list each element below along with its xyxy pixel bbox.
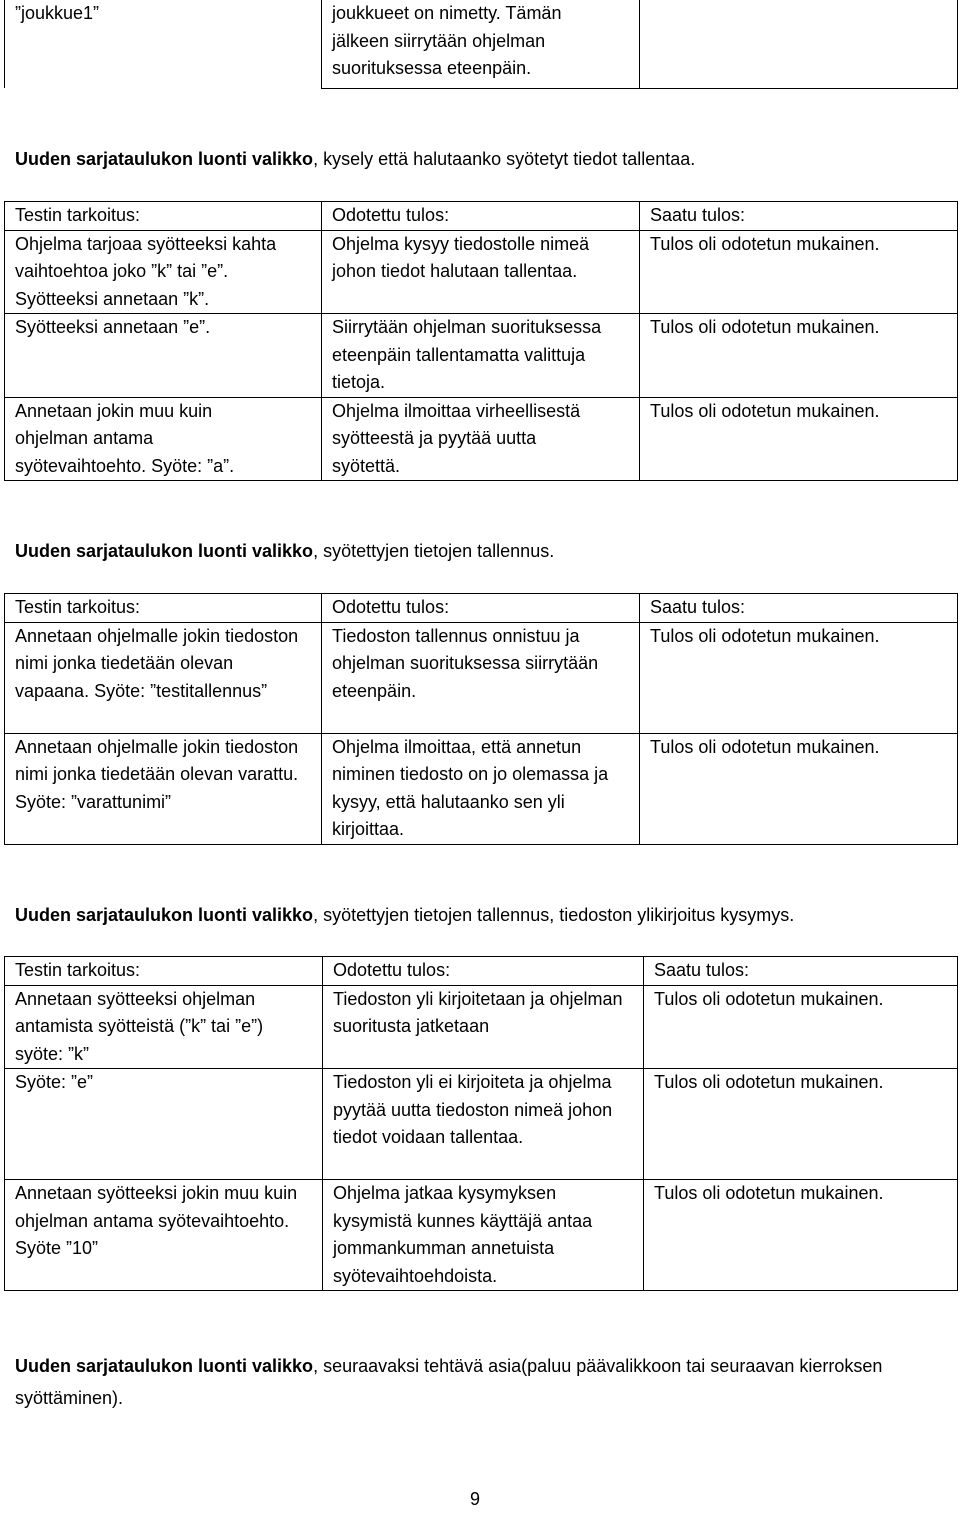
cell-actual: Tulos oli odotetun mukainen. bbox=[640, 733, 958, 844]
table-row bbox=[5, 314, 958, 398]
top-table-cell bbox=[640, 0, 958, 88]
section-heading-bold: Uuden sarjataulukon luonti valikko bbox=[15, 905, 314, 925]
header-purpose: Testin tarkoitus: bbox=[5, 594, 322, 623]
cell-expected: Ohjelma ilmoittaa virheellisestä syötteestä ja pyytää uutta syötettä. bbox=[322, 397, 640, 481]
cell-purpose: Annetaan ohjelmalle jokin tiedoston nimi jonka tiedetään olevan vapaana. Syöte: ”testitallennus” bbox=[5, 622, 322, 733]
test-table-2 bbox=[4, 593, 958, 845]
header-actual: Saatu tulos: bbox=[644, 957, 958, 986]
top-table bbox=[4, 0, 958, 89]
header-expected: Odotettu tulos: bbox=[323, 957, 644, 986]
table-row bbox=[5, 622, 958, 733]
section-heading bbox=[15, 146, 695, 174]
cell-purpose: Annetaan syötteeksi ohjelman antamista syötteistä (”k” tai ”e”) syöte: ”k” bbox=[5, 985, 323, 1069]
cell-expected: Ohjelma kysyy tiedostolle nimeä johon tiedot halutaan tallentaa. bbox=[322, 230, 640, 314]
cell-actual: Tulos oli odotetun mukainen. bbox=[640, 622, 958, 733]
header-purpose: Testin tarkoitus: bbox=[5, 202, 322, 231]
cell-actual: Tulos oli odotetun mukainen. bbox=[640, 230, 958, 314]
cell-actual: Tulos oli odotetun mukainen. bbox=[644, 1180, 958, 1291]
section-heading bbox=[15, 538, 554, 566]
table-row bbox=[5, 397, 958, 481]
cell-purpose: Annetaan syötteeksi jokin muu kuin ohjelman antama syötevaihtoehto. Syöte ”10” bbox=[5, 1180, 323, 1291]
cell-expected: Tiedoston tallennus onnistuu ja ohjelman suorituksessa siirrytään eteenpäin. bbox=[322, 622, 640, 733]
cell-purpose: Annetaan jokin muu kuin ohjelman antama syötevaihtoehto. Syöte: ”a”. bbox=[5, 397, 322, 481]
final-heading-rest: , seuraavaksi tehtävä asia(paluu päävalikkoon tai seuraavan kierroksen syöttäminen). bbox=[15, 1356, 883, 1408]
table-row bbox=[5, 230, 958, 314]
header-expected: Odotettu tulos: bbox=[322, 594, 640, 623]
section-heading-rest: , syötettyjen tietojen tallennus. bbox=[313, 541, 555, 561]
cell-purpose: Ohjelma tarjoaa syötteeksi kahta vaihtoehtoa joko ”k” tai ”e”. Syötteeksi annetaan ”k”. bbox=[5, 230, 322, 314]
final-heading bbox=[15, 1350, 915, 1414]
table-row bbox=[5, 733, 958, 844]
table-row bbox=[5, 1069, 958, 1180]
cell-expected: Tiedoston yli kirjoitetaan ja ohjelman suoritusta jatketaan bbox=[323, 985, 644, 1069]
section-heading bbox=[15, 902, 794, 930]
cell-purpose: Annetaan ohjelmalle jokin tiedoston nimi jonka tiedetään olevan varattu. Syöte: ”varattunimi” bbox=[5, 733, 322, 844]
cell-expected: Ohjelma ilmoittaa, että annetun niminen tiedosto on jo olemassa ja kysyy, että halutaanko sen yli kirjoittaa. bbox=[322, 733, 640, 844]
cell-expected: Tiedoston yli ei kirjoiteta ja ohjelma pyytää uutta tiedoston nimeä johon tiedot voidaan tallentaa. bbox=[323, 1069, 644, 1180]
cell-actual: Tulos oli odotetun mukainen. bbox=[644, 1069, 958, 1180]
section-heading-bold: Uuden sarjataulukon luonti valikko bbox=[15, 149, 314, 169]
header-actual: Saatu tulos: bbox=[640, 594, 958, 623]
top-table-cell: ”joukkue1” bbox=[5, 0, 322, 88]
cell-actual: Tulos oli odotetun mukainen. bbox=[644, 985, 958, 1069]
table-row bbox=[5, 1180, 958, 1291]
section-heading-rest: , syötettyjen tietojen tallennus, tiedoston ylikirjoitus kysymys. bbox=[313, 905, 795, 925]
cell-purpose: Syötteeksi annetaan ”e”. bbox=[5, 314, 322, 398]
cell-actual: Tulos oli odotetun mukainen. bbox=[640, 397, 958, 481]
cell-actual: Tulos oli odotetun mukainen. bbox=[640, 314, 958, 398]
cell-expected: Siirrytään ohjelman suorituksessa eteenpäin tallentamatta valittuja tietoja. bbox=[322, 314, 640, 398]
section-heading-bold: Uuden sarjataulukon luonti valikko bbox=[15, 541, 314, 561]
cell-purpose: Syöte: ”e” bbox=[5, 1069, 323, 1180]
test-table-1 bbox=[4, 201, 958, 481]
header-actual: Saatu tulos: bbox=[640, 202, 958, 231]
cell-expected: Ohjelma jatkaa kysymyksen kysymistä kunnes käyttäjä antaa jommankumman annetuista syötevaihtoehdoista. bbox=[323, 1180, 644, 1291]
final-heading-bold: Uuden sarjataulukon luonti valikko bbox=[15, 1356, 314, 1376]
section-heading-rest: , kysely että halutaanko syötetyt tiedot tallentaa. bbox=[313, 149, 696, 169]
page-number: 9 bbox=[470, 1489, 481, 1509]
table-row bbox=[5, 985, 958, 1069]
test-table-3 bbox=[4, 956, 958, 1291]
top-table-cell: joukkueet on nimetty. Tämän jälkeen siirrytään ohjelman suorituksessa eteenpäin. bbox=[322, 0, 640, 88]
header-purpose: Testin tarkoitus: bbox=[5, 957, 323, 986]
header-expected: Odotettu tulos: bbox=[322, 202, 640, 231]
